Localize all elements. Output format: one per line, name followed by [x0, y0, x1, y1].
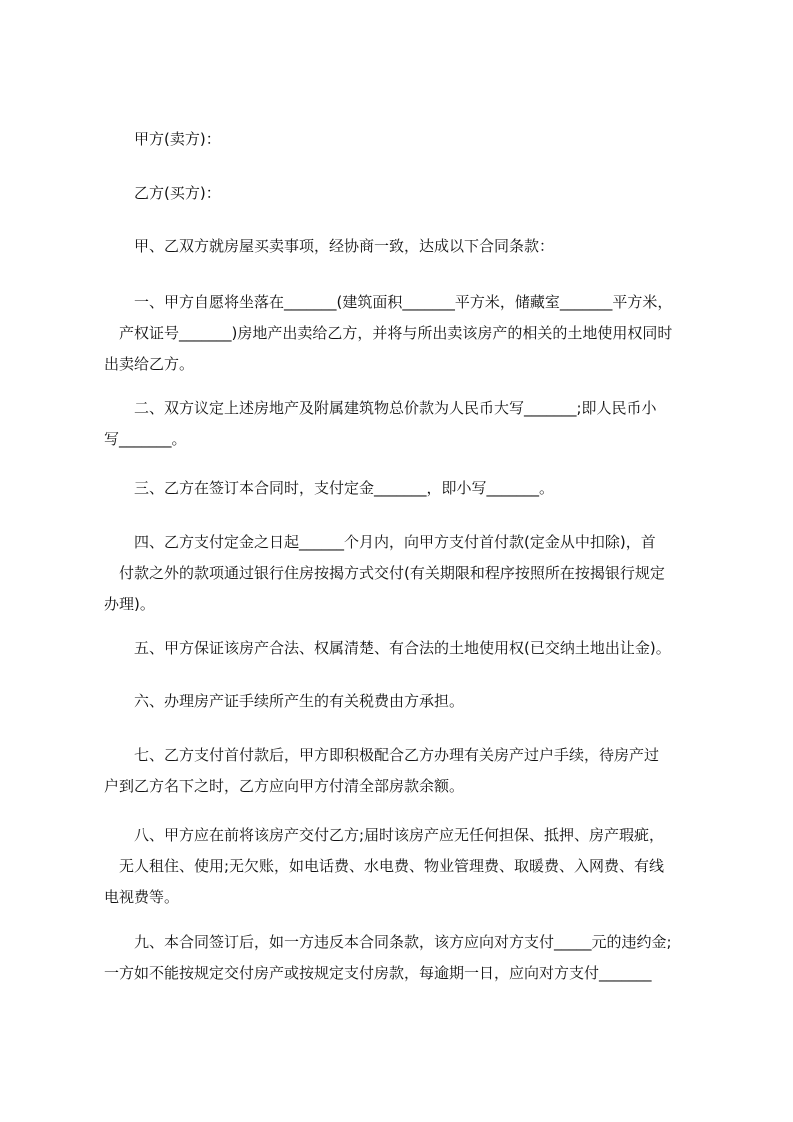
text-line: 户到乙方名下之时，乙方应向甲方付清全部房款余额。	[104, 777, 465, 795]
text-line: 付款之外的款项通过银行住房按揭方式交付(有关期限和程序按照所在按揭银行规定	[104, 564, 665, 582]
text-line: 写_______。	[104, 430, 187, 448]
text-line: 产权证号_______)房地产出卖给乙方，并将与所出卖该房产的相关的土地使用权同时	[104, 324, 673, 342]
clause-2	[104, 393, 708, 455]
seller-line	[104, 124, 708, 155]
clause-7	[104, 740, 708, 802]
text-line: 四、乙方支付定金之日起______个月内，向甲方支付首付款(定金从中扣除)，首	[104, 533, 656, 551]
preamble-paragraph	[104, 231, 708, 262]
text-line: 五、甲方保证该房产合法、权属清楚、有合法的土地使用权(已交纳土地出让金)。	[104, 639, 671, 657]
clause-4	[104, 527, 708, 620]
text-line: 七、乙方支付首付款后，甲方即积极配合乙方办理有关房产过户手续，待房产过	[104, 746, 660, 764]
text-line: 出卖给乙方。	[104, 355, 195, 373]
text-line: 六、办理房产证手续所产生的有关税费由方承担。	[104, 692, 465, 710]
text-line: 八、甲方应在前将该房产交付乙方;届时该房产应无任何担保、抵押、房产瑕疵，	[104, 826, 665, 844]
clause-3	[104, 473, 708, 504]
text-line: 二、双方议定上述房地产及附属建筑物总价款为人民币大写_______;即人民币小	[104, 399, 657, 417]
clause-5	[104, 633, 708, 664]
text-line: 一、甲方自愿将坐落在_______(建筑面积_______平方米，储藏室_______平方米，	[104, 293, 673, 311]
text-line: 办理)。	[104, 595, 155, 613]
clause-1	[104, 287, 708, 380]
buyer-line	[104, 178, 708, 209]
clause-8	[104, 820, 708, 913]
text-line: 无人租住、使用;无欠账，如电话费、水电费、物业管理费、取暖费、入网费、有线	[104, 857, 665, 875]
text-line: 甲、乙双方就房屋买卖事项，经协商一致，达成以下合同条款：	[104, 237, 555, 255]
text-line: 三、乙方在签订本合同时，支付定金_______，即小写_______。	[104, 479, 555, 497]
text-line: 一方如不能按规定交付房产或按规定支付房款，每逾期一日，应向对方支付_______	[104, 964, 652, 982]
text-line: 九、本合同签订后，如一方违反本合同条款，该方应向对方支付_____元的违约金;	[104, 933, 672, 951]
text-line: 乙方(买方)：	[104, 184, 221, 202]
clause-9	[104, 927, 708, 989]
text-line: 电视费等。	[104, 888, 180, 906]
text-line: 甲方(卖方)：	[104, 130, 221, 148]
clause-6	[104, 686, 708, 717]
